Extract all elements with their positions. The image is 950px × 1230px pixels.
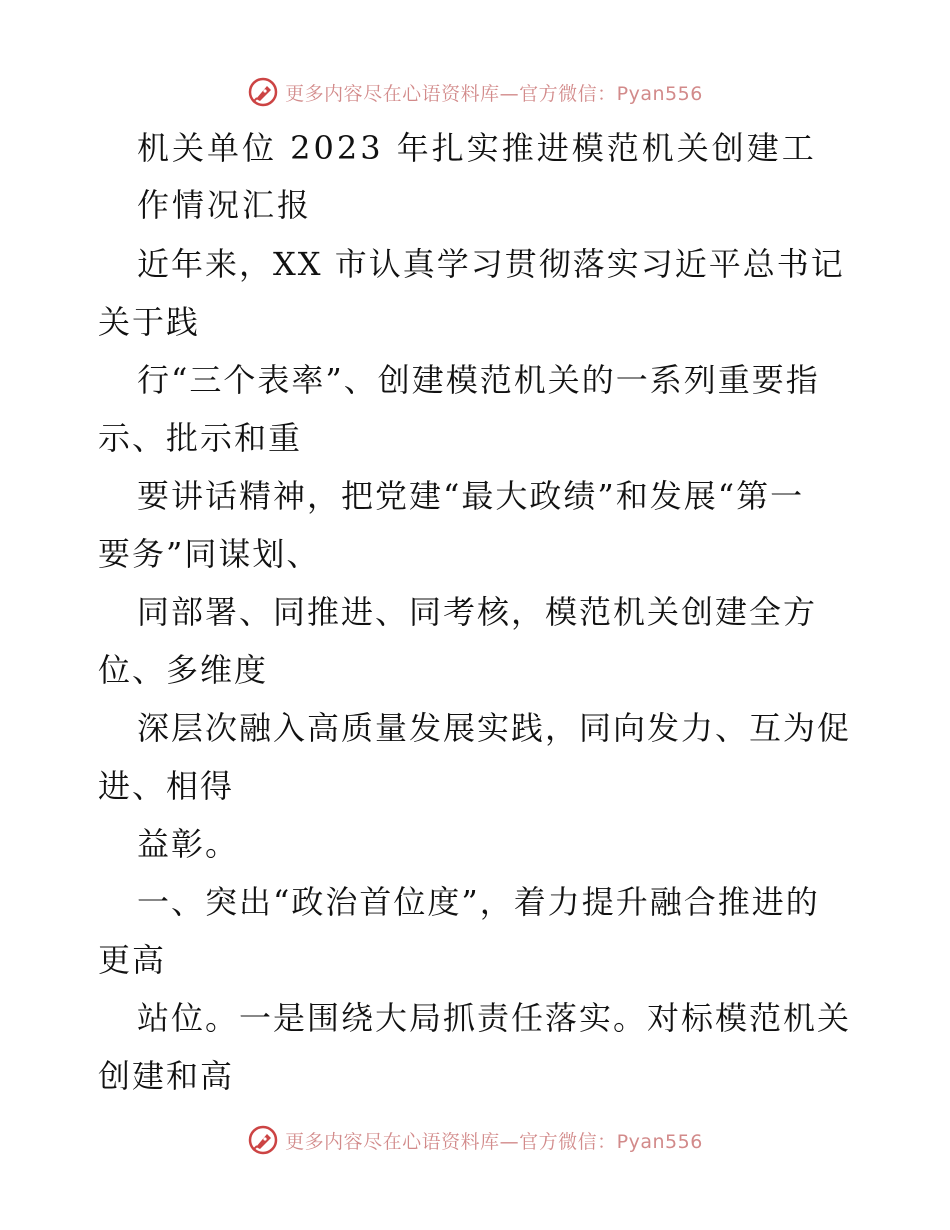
paragraph-line: 近年来，XX 市认真学习贯彻落实习近平总书记 [137, 245, 845, 283]
paragraph-line: 示、批示和重 [98, 419, 303, 457]
pen-nib-logo-icon [247, 1124, 279, 1156]
paragraph-line: 关于践 [98, 303, 201, 341]
paragraph-line: 要务”同谋划、 [98, 535, 321, 573]
document-title-line-2: 作情况汇报 [137, 186, 313, 224]
header-watermark [0, 72, 950, 112]
paragraph-line: 进、相得 [98, 767, 235, 805]
pen-nib-logo-icon [247, 76, 279, 108]
paragraph-line: 同部署、同推进、同考核，模范机关创建全方 [137, 593, 818, 631]
document-title-line-1: 机关单位 2023 年扎实推进模范机关创建工 [137, 129, 817, 167]
paragraph-line: 行“三个表率”、创建模范机关的一系列重要指 [137, 361, 820, 399]
paragraph-line: 深层次融入高质量发展实践，同向发力、互为促 [137, 709, 852, 747]
footer-watermark [0, 1120, 950, 1160]
section-heading-line: 更高 [98, 941, 167, 979]
watermark-text: 更多内容尽在心语资料库—官方微信：Pyan556 [285, 1130, 703, 1153]
paragraph-line: 站位。一是围绕大局抓责任落实。对标模范机关 [137, 999, 852, 1037]
section-heading-line: 一、突出“政治首位度”，着力提升融合推进的 [137, 883, 820, 921]
watermark-text: 更多内容尽在心语资料库—官方微信：Pyan556 [285, 82, 703, 105]
paragraph-line: 位、多维度 [98, 651, 269, 689]
paragraph-line: 要讲话精神，把党建“最大政绩”和发展“第一 [137, 477, 805, 515]
paragraph-line: 益彰。 [137, 825, 240, 863]
paragraph-line: 创建和高 [98, 1057, 235, 1095]
